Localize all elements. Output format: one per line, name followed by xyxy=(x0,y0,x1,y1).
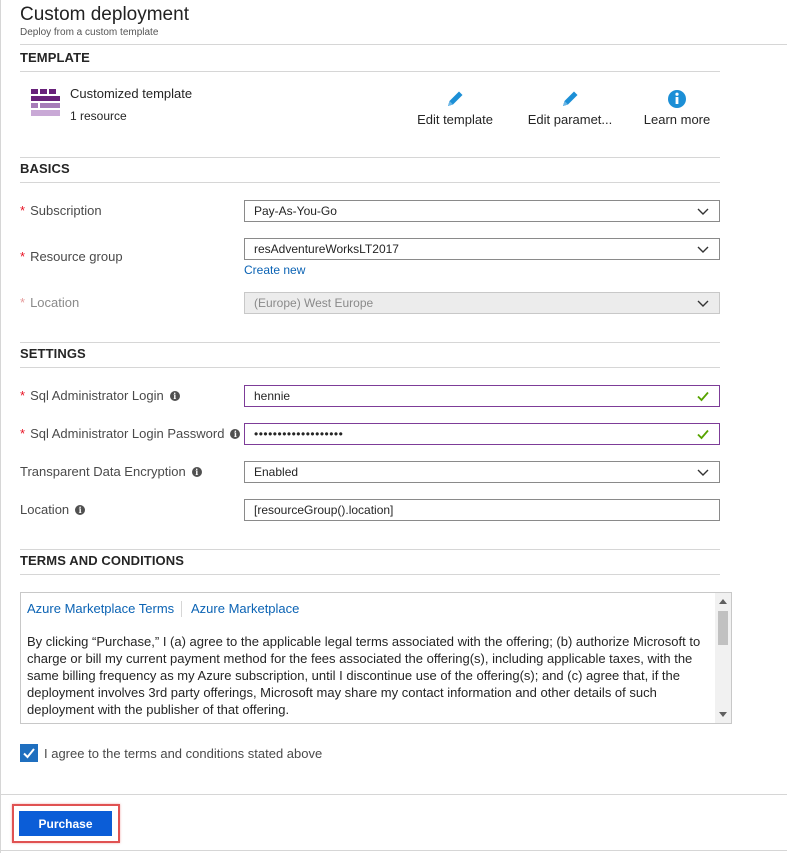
section-terms: TERMS AND CONDITIONS xyxy=(20,553,185,568)
chevron-down-icon xyxy=(696,204,710,218)
divider xyxy=(20,157,720,158)
template-grid-icon xyxy=(31,89,60,117)
sql-password-input[interactable] xyxy=(244,423,720,445)
page-title: Custom deployment xyxy=(20,4,189,25)
terms-scrollbar[interactable] xyxy=(715,593,731,723)
subscription-value: Pay-As-You-Go xyxy=(254,204,337,218)
sql-login-label: * Sql Administrator Login i xyxy=(20,388,180,403)
pencil-icon xyxy=(559,88,581,110)
tde-value: Enabled xyxy=(254,465,299,479)
info-icon[interactable]: i xyxy=(75,505,85,515)
location-label: * Location xyxy=(20,295,80,310)
edit-template-label: Edit template xyxy=(417,112,493,127)
header-divider xyxy=(20,44,787,45)
page-subtitle: Deploy from a custom template xyxy=(20,27,159,38)
info-icon xyxy=(666,88,688,110)
divider xyxy=(20,342,720,343)
learn-more-label: Learn more xyxy=(643,112,711,127)
section-settings: SETTINGS xyxy=(20,346,86,361)
location-value: (Europe) West Europe xyxy=(254,296,374,310)
location-select[interactable] xyxy=(244,292,720,314)
terms-box xyxy=(20,592,732,724)
left-border xyxy=(0,0,1,853)
footer-divider xyxy=(0,794,787,795)
template-name: Customized template xyxy=(70,86,193,101)
purchase-button[interactable]: Purchase xyxy=(19,811,112,836)
settings-location-label: Location i xyxy=(20,502,85,517)
divider xyxy=(20,182,720,183)
subscription-label: * Subscription xyxy=(20,203,102,218)
edit-template-button[interactable] xyxy=(416,88,494,127)
info-icon[interactable]: i xyxy=(192,467,202,477)
create-new-link[interactable]: Create new xyxy=(244,263,306,277)
agree-checkbox[interactable] xyxy=(20,744,38,762)
edit-parameters-label: Edit paramet... xyxy=(527,112,613,127)
template-resource-count: 1 resource xyxy=(70,109,127,123)
checkmark-icon xyxy=(696,427,710,441)
section-template: TEMPLATE xyxy=(20,50,90,65)
scroll-down-arrow[interactable] xyxy=(719,712,727,717)
required-marker: * xyxy=(20,203,26,218)
chevron-down-icon xyxy=(696,242,710,256)
bottom-divider xyxy=(0,850,787,851)
chevron-down-icon xyxy=(696,465,710,479)
tab-separator xyxy=(181,601,182,617)
required-marker: * xyxy=(20,388,26,403)
resource-group-select[interactable] xyxy=(244,238,720,260)
terms-body: By clicking “Purchase,” I (a) agree to the applicable legal terms associated with the offering; (b) authorize Microsoft to charge or bill my current payment method for the fees associated the offering(s), including applicable taxes, with the same billing frequency as my Azure subscription, until I discontinue use of the offering(s); and (c) agree that, if the deployment involves 3rd party offerings, Microsoft may share my contact information and other details of such deployment with the publisher of that offering. xyxy=(27,634,701,717)
chevron-down-icon xyxy=(696,296,710,310)
tab-azure-marketplace[interactable]: Azure Marketplace xyxy=(191,601,300,616)
edit-parameters-button[interactable] xyxy=(526,88,614,127)
info-icon[interactable]: i xyxy=(230,429,240,439)
resource-group-label: * Resource group xyxy=(20,249,123,264)
tde-label: Transparent Data Encryption i xyxy=(20,464,202,479)
scroll-thumb[interactable] xyxy=(718,611,728,645)
section-basics: BASICS xyxy=(20,161,70,176)
divider xyxy=(20,71,720,72)
subscription-select[interactable] xyxy=(244,200,720,222)
sql-password-value: ••••••••••••••••••• xyxy=(254,427,344,441)
divider xyxy=(20,549,720,550)
required-marker: * xyxy=(20,295,26,310)
sql-login-input[interactable] xyxy=(244,385,720,407)
pencil-icon xyxy=(444,88,466,110)
sql-login-value: hennie xyxy=(254,389,291,403)
info-icon[interactable]: i xyxy=(170,391,180,401)
scroll-up-arrow[interactable] xyxy=(719,599,727,604)
tab-azure-marketplace-terms[interactable]: Azure Marketplace Terms xyxy=(27,601,175,616)
checkmark-icon xyxy=(696,389,710,403)
checkmark-icon xyxy=(22,746,36,760)
required-marker: * xyxy=(20,249,26,264)
divider xyxy=(20,574,720,575)
resource-group-value: resAdventureWorksLT2017 xyxy=(254,242,399,256)
agree-label: I agree to the terms and conditions stated above xyxy=(44,746,323,761)
settings-location-value: [resourceGroup().location] xyxy=(254,503,394,517)
tde-select[interactable] xyxy=(244,461,720,483)
learn-more-button[interactable] xyxy=(642,88,712,127)
required-marker: * xyxy=(20,426,26,441)
settings-location-input[interactable] xyxy=(244,499,720,521)
sql-password-label: * Sql Administrator Login Password i xyxy=(20,426,240,441)
divider xyxy=(20,367,720,368)
